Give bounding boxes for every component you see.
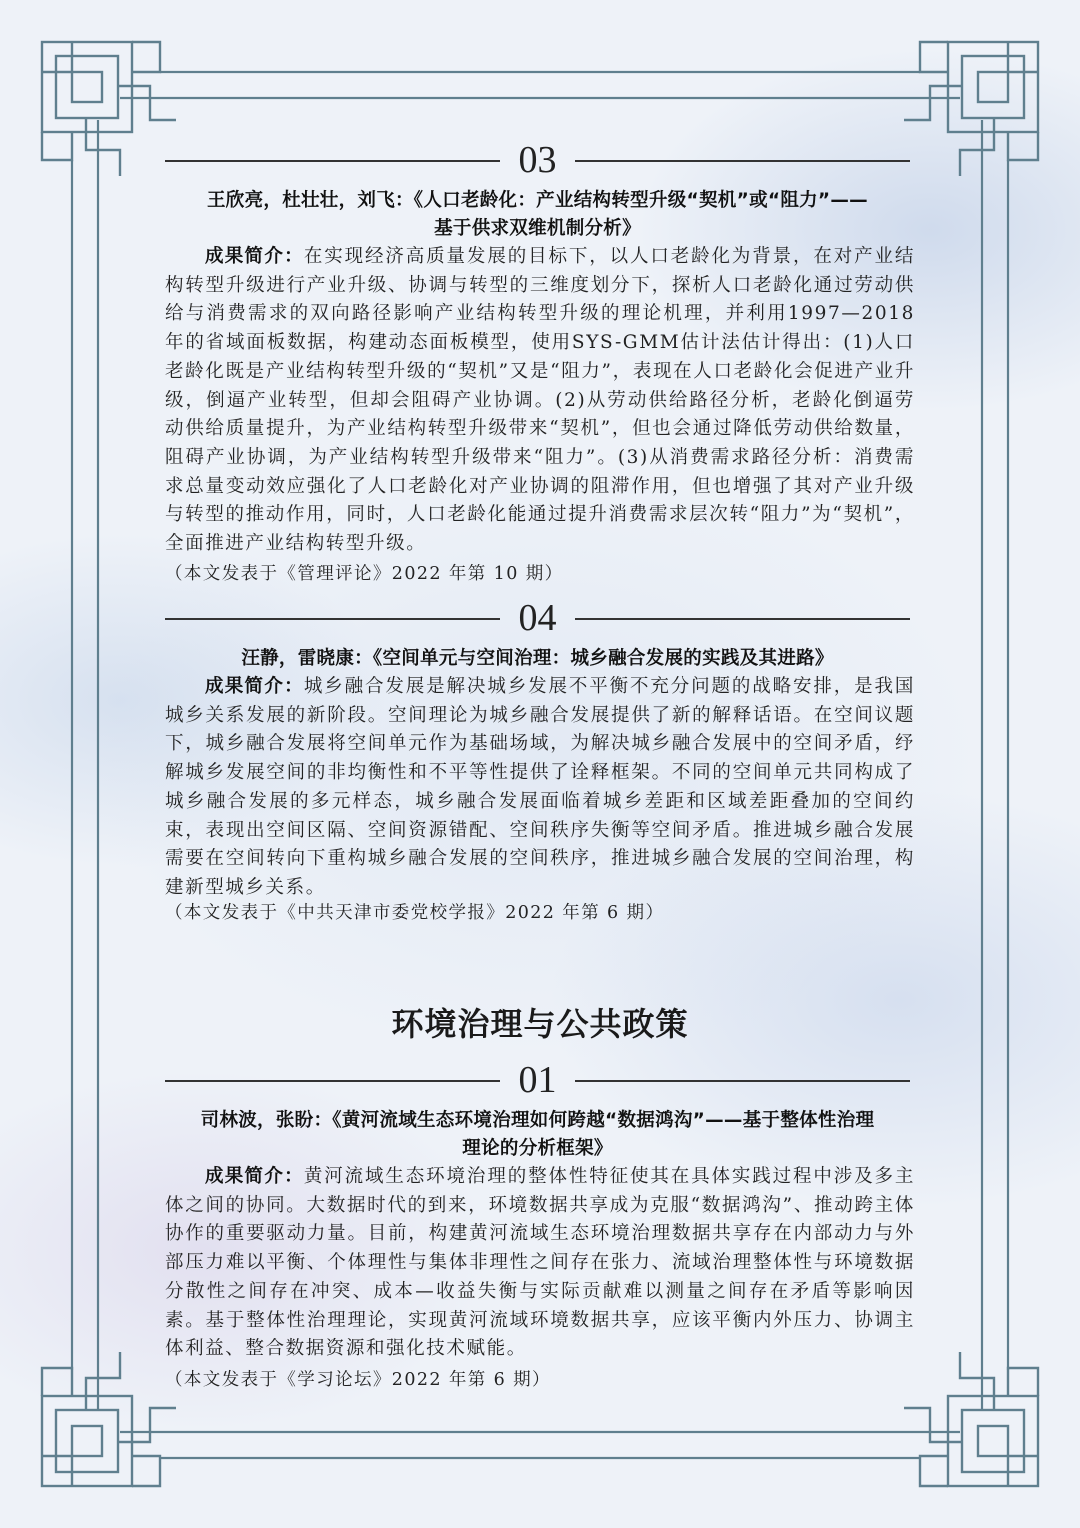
summary-label: 成果简介：: [205, 246, 304, 267]
divider-line-right: [575, 160, 910, 162]
article-title-line: 王欣亮，杜壮壮，刘飞：《人口老龄化：产业结构转型升级“契机”或“阻力”——: [207, 190, 868, 211]
article-title-line: 汪静，雷晓康：《空间单元与空间治理：城乡融合发展的实践及其进路》: [241, 648, 834, 669]
fret-corner-ornament-bottom-right: [904, 1352, 1038, 1486]
article-title-line: 理论的分析框架》: [462, 1138, 613, 1159]
article-number: 04: [518, 597, 557, 639]
article-title: [165, 1107, 910, 1163]
article-number: 01: [518, 1059, 557, 1101]
article-summary: [165, 673, 915, 903]
article-title-line: 基于供求双维机制分析》: [434, 218, 641, 239]
publication-source: （本文发表于《学习论坛》2022 年第 6 期）: [165, 1370, 551, 1390]
article-title: [165, 187, 910, 243]
divider-line-right: [575, 618, 910, 620]
article-title: [165, 645, 910, 673]
summary-label: 成果简介：: [205, 676, 304, 697]
summary-label: 成果简介：: [205, 1166, 304, 1187]
summary-text: 黄河流域生态环境治理的整体性特征使其在具体实践过程中涉及多主体之间的协同。大数据时代的到来，环境数据共享成为克服“数据鸿沟”、推动跨主体协作的重要驱动力量。目前，构建黄河流域生态环境治理数据共享存在内部动力与外部压力难以平衡、个体理性与集体非理性之间存在张力、流域治理整体性与环境数据分散性之间存在冲突、成本—收益失衡与实际贡献难以测量之间存在矛盾等影响因素。基于整体性治理理论，实现黄河流域环境数据共享，应该平衡内外压力、协调主体利益、整合数据资源和强化技术赋能。: [165, 1166, 915, 1360]
section-heading: 环境治理与公共政策: [391, 1005, 689, 1043]
fret-corner-ornament-top-right: [904, 42, 1038, 176]
article-title-line: 司林波，张盼：《黄河流域生态环境治理如何跨越“数据鸿沟”——基于整体性治理: [200, 1110, 875, 1131]
article-summary: [165, 1163, 915, 1364]
publication-source: （本文发表于《管理评论》2022 年第 10 期）: [165, 564, 564, 584]
fret-corner-ornament-top-left: [42, 42, 176, 176]
fret-corner-ornament-bottom-left: [42, 1352, 176, 1486]
article-number: 03: [518, 139, 557, 181]
article-number-divider: [165, 136, 910, 184]
divider-line-right: [575, 1080, 910, 1082]
summary-text: 在实现经济高质量发展的目标下，以人口老龄化为背景，在对产业结构转型升级进行产业升级、协调与转型的三维度划分下，探析人口老龄化通过劳动供给与消费需求的双向路径影响产业结构转型升级的理论机理，并利用1997—2018年的省域面板数据，构建动态面板模型，使用SYS-GMM估计法估计得出：(1)人口老龄化既是产业结构转型升级的“契机”又是“阻力”，表现在人口老龄化会促进产业升级，倒逼产业转型，但却会阻碍产业协调。(2)从劳动供给路径分析，老龄化倒逼劳动供给质量提升，为产业结构转型升级带来“契机”，但也会通过降低劳动供给数量，阻碍产业协调，为产业结构转型升级带来“阻力”。(3)从消费需求路径分析：消费需求总量变动效应强化了人口老龄化对产业协调的阻滞作用，但也增强了其对产业升级与转型的推动作用，同时，人口老龄化能通过提升消费需求层次转“阻力”为“契机”，全面推进产业结构转型升级。: [165, 246, 915, 555]
article-summary: [165, 243, 915, 559]
publication-source: （本文发表于《中共天津市委党校学报》2022 年第 6 期）: [165, 903, 665, 923]
summary-text: 城乡融合发展是解决城乡发展不平衡不充分问题的战略安排，是我国城乡关系发展的新阶段。空间理论为城乡融合发展提供了新的解释话语。在空间议题下，城乡融合发展将空间单元作为基础场域，为解决城乡融合发展中的空间矛盾，纾解城乡发展空间的非均衡性和不平等性提供了诠释框架。不同的空间单元共同构成了城乡融合发展的多元样态，城乡融合发展面临着城乡差距和区域差距叠加的空间约束，表现出空间区隔、空间资源错配、空间秩序失衡等空间矛盾。推进城乡融合发展需要在空间转向下重构城乡融合发展的空间秩序，推进城乡融合发展的空间治理，构建新型城乡关系。: [165, 676, 915, 898]
article-number-divider: [165, 594, 910, 642]
article-number-divider: [165, 1056, 910, 1104]
